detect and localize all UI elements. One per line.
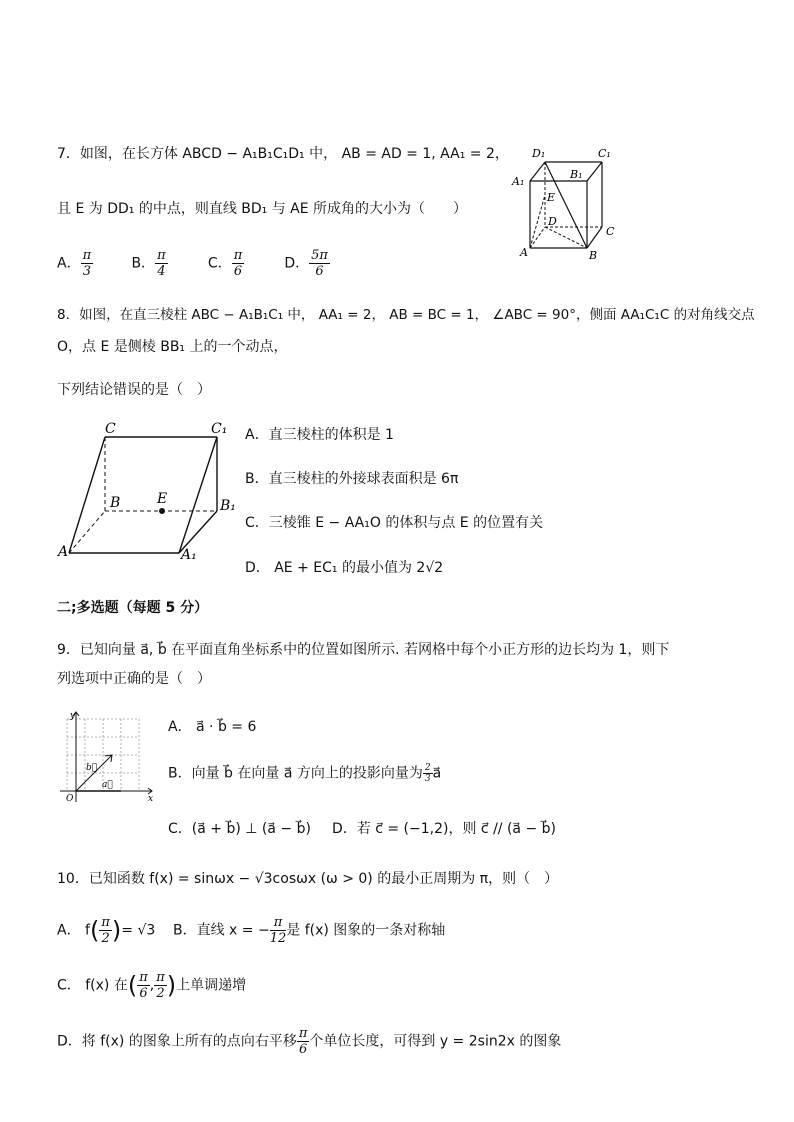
q7-label-b: B (589, 249, 598, 262)
q7-option-c: C． $\frac{\pi}{6}$ (207, 248, 243, 279)
q9-option-d: D．若 c⃗ = (−1,2)，则 c⃗ // (a⃗ − b⃗) (332, 821, 556, 837)
q7-cuboid-figure (510, 145, 620, 265)
q7-label-b1: B₁ (570, 168, 583, 181)
q9-label-x: x (148, 794, 154, 804)
q10-option-b: B．直线 x = − $\frac{\pi}{12}$ 是 f(x) 图象的一条对称轴 (173, 915, 446, 946)
q9-option-b: B．向量 b⃗ 在向量 a⃗ 方向上的投影向量为 $\frac{2}{3}$ a⃗ (168, 763, 442, 784)
q7-option-b: B． $\frac{\pi}{4}$ (131, 248, 166, 279)
q8-option-d: D． AE + EC₁ 的最小值为 2√2 (245, 560, 444, 576)
q7-line2: 且 E 为 DD₁ 的中点，则直线 BD₁ 与 AE 所成角的大小为（ ） (57, 201, 468, 217)
q8-point-e (159, 508, 165, 514)
q9-label-a: a⃗ (102, 780, 113, 790)
q8-line3: 下列结论错误的是（ ） (57, 382, 211, 398)
q7-line1: 7．如图，在长方体 ABCD − A₁B₁C₁D₁ 中， AB = AD = 1, AA₁ = 2， (57, 146, 509, 162)
q7-label-d1: D₁ (532, 147, 546, 160)
q7-label-c: C (606, 225, 615, 238)
q8-label-c1: C₁ (211, 421, 228, 437)
q9-label-b: b⃗ (86, 763, 98, 773)
q7-option-d: D． $\frac{5\pi}{6}$ (284, 248, 328, 279)
q7-label-d: D (548, 215, 557, 228)
q8-label-b1: B₁ (220, 498, 236, 514)
q9-option-a: A． a⃗ · b⃗ = 6 (168, 719, 257, 735)
q8-line1: 8．如图，在直三棱柱 ABC − A₁B₁C₁ 中， AA₁ = 2， AB = BC = 1， ∠ABC = 90°，侧面 AA₁C₁C 的对角线交点 (57, 307, 755, 323)
q9-label-y: y (70, 711, 76, 721)
q8-label-c: C (105, 421, 116, 437)
q8-label-b: B (110, 495, 121, 511)
q9-line2: 列选项中正确的是（ ） (57, 671, 211, 687)
q7-options (57, 248, 356, 288)
q7-label-c1: C₁ (598, 147, 611, 160)
q7-option-a: A． $\frac{\pi}{3}$ (57, 248, 92, 279)
q7-label-a: A (520, 246, 528, 259)
q8-label-a: A (58, 544, 69, 560)
q10-option-c: C． f(x) 在( $\frac{\pi}{6}$ , $\frac{\pi}{2}$ )上单调递增 (57, 970, 247, 1001)
q7-label-a1: A₁ (512, 175, 525, 188)
q10-option-a: A． f( $\frac{\pi}{2}$ )= √3 (57, 915, 156, 946)
q8-prism-figure (55, 418, 245, 563)
q10-option-d: D．将 f(x) 的图象上所有的点向右平移 $\frac{\pi}{6}$ 个单位长度，可得到 y = 2sin2x 的图象 (57, 1026, 562, 1057)
q7-label-e: E (547, 191, 556, 204)
q8-option-c: C．三棱锥 E − AA₁O 的体积与点 E 的位置有关 (245, 515, 544, 531)
q8-option-a: A．直三棱柱的体积是 1 (245, 427, 394, 443)
q9-option-c: C．(a⃗ + b⃗) ⊥ (a⃗ − b⃗) (168, 821, 311, 837)
q8-option-b: B．直三棱柱的外接球表面积是 6π (245, 471, 459, 487)
q10-line1: 10．已知函数 f(x) = sinωx − √3cosωx (ω > 0) 的最小正周期为 π，则（ ） (57, 871, 559, 887)
section-heading: 二;多选题（每题 5 分） (57, 600, 209, 616)
q8-label-a1: A₁ (181, 547, 197, 563)
q9-line1: 9．已知向量 a⃗, b⃗ 在平面直角坐标系中的位置如图所示. 若网格中每个小正方形的边长均为 1，则下 (57, 642, 670, 658)
q9-label-o: O (66, 794, 74, 804)
q9-vector-grid-figure (60, 710, 160, 806)
q8-line2: O，点 E 是侧棱 BB₁ 上的一个动点， (57, 339, 288, 355)
q8-label-e: E (157, 491, 168, 507)
